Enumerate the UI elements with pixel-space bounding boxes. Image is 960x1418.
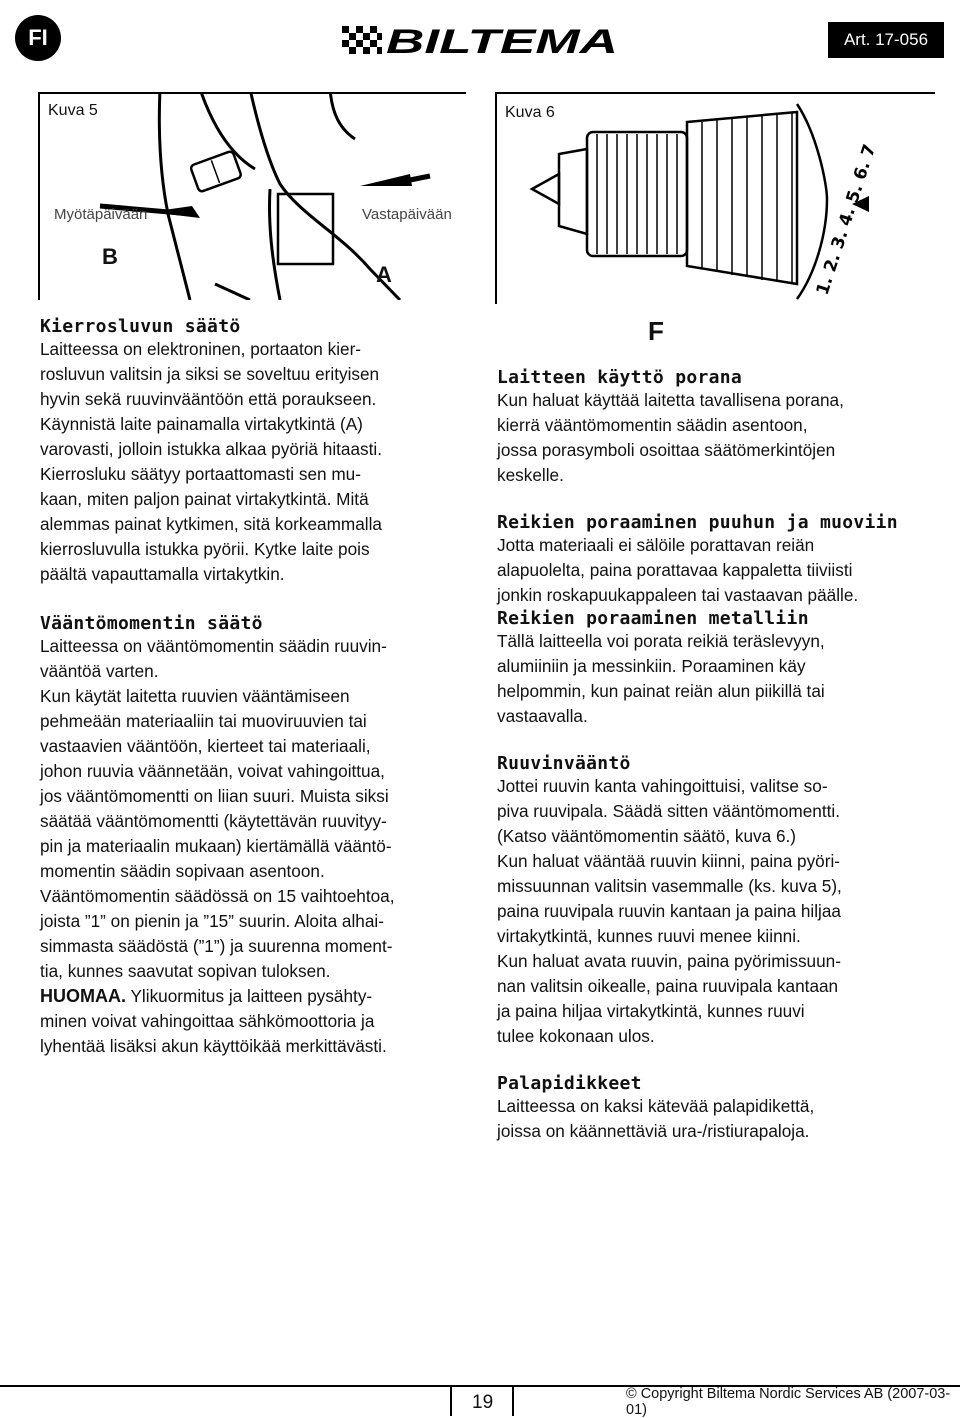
- section-speed-title: Kierrosluvun säätö: [40, 316, 241, 337]
- biltema-logo: [342, 22, 622, 56]
- left-column: [40, 316, 470, 1059]
- section-holders-title: Palapidikkeet: [497, 1073, 642, 1094]
- chuck-illustration: [497, 94, 935, 304]
- figure-5: [38, 92, 466, 300]
- section-wood-title: Reikien poraaminen puuhun ja muoviin: [497, 512, 898, 533]
- svg-text:1. 2. 3. 4. 5. 6. 7: 1. 2. 3. 4. 5. 6. 7: [812, 141, 881, 298]
- letter-a: A: [376, 262, 392, 287]
- section-wood-text: Jotta materiaali ei sälöile porattavan reiän alapuolelta, paina porattavaa kappaletta tiiviisti jonkin roskapuukappaleen tai vastaavan päälle.: [497, 535, 859, 605]
- section-drill-title: Laitteen käyttö porana: [497, 367, 743, 388]
- section-drill-text: Kun haluat käyttää laitetta tavallisena porana, kierrä vääntömomentin säädin asentoon, jossa porasymboli osoittaa säätömerkintöjen keskelle.: [497, 390, 844, 485]
- note-paragraph: [40, 984, 470, 1059]
- section-screw-title: Ruuvinvääntö: [497, 753, 631, 774]
- label-counterclockwise: Vastapäivään: [362, 206, 452, 223]
- letter-f: F: [648, 316, 664, 346]
- page-number: 19: [472, 1392, 494, 1413]
- label-clockwise: Myötäpäivään: [54, 206, 148, 223]
- copyright: © Copyright Biltema Nordic Services AB (2007-03-01): [626, 1386, 951, 1418]
- section-torque-text: Laitteessa on vääntömomentin säädin ruuvin- vääntöä varten. Kun käytät laitetta ruuvien vääntämiseen pehmeään materiaaliin tai muoviruuvien tai vastaavien vääntöön, kierteet tai materiaali, johon ruuvia väännetään, voivat vahingoittua, jos vääntömomentti on liian suuri. Muista siksi säätää vääntömomentti (käytettävän ruuvityy- pin ja materiaalin mukaan) kiertämällä vääntö- momentin säädin sopivaan asentoon. Vääntömomentin säädössä on 15 vaihtoehtoa, joista ”1” on pienin ja ”15” suurin. Aloita alhai- simmasta säädöstä (”1”) ja suurenna moment- tia, kunnes saavutat sopivan tuloksen.: [40, 636, 395, 981]
- section-metal-text: Tällä laitteella voi porata reikiä teräslevyyn, alumiiniin ja messinkiin. Poraaminen käy helpommin, kun painat reiän alun piikillä tai vastaavalla.: [497, 631, 825, 726]
- note-text: Ylikuormitus ja laitteen pysähty- minen voivat vahingoittaa sähkömoottoria ja lyhentää lisäksi akun käyttöikää merkittävästi.: [40, 986, 387, 1056]
- section-speed-text: Laitteessa on elektroninen, portaaton kier- rosluvun valitsin ja siksi se soveltuu erityisen hyvin sekä ruuvinvääntöön että poraukseen. Käynnistä laite painamalla virtakytkintä (A) varovasti, jolloin istukka alkaa pyöriä hitaasti. Kierrosluku säätyy portaattomasti sen mu- kaan, miten paljon painat virtakytkintä. Mitä alemmas painat kytkimen, sitä korkeammalla kierrosluvulla istukka pyörii. Kytke laite pois päältä vapauttamalla virtakytkin.: [40, 339, 383, 584]
- figure-5-caption: Kuva 5: [48, 102, 98, 119]
- article-number: Art. 17-056: [828, 22, 944, 58]
- section-screw-text: Jottei ruuvin kanta vahingoittuisi, valitse so- piva ruuvipala. Säädä sitten vääntömomentti. (Katso vääntömomentin säätö, kuva 6.) Kun haluat vääntää ruuvin kiinni, paina pyöri- missuunnan valitsin vasemmalle (ks. kuva 5), paina ruuvipala ruuvin kantaan ja paina hiljaa virtakytkintä, kunnes ruuvi menee kiinni. Kun haluat avata ruuvin, paina pyörimissuun- nan valitsin oikealle, paina ruuvipala kantaan ja paina hiljaa virtakytkintä, kunnes ruuvi tulee kokonaan ulos.: [497, 776, 842, 1046]
- section-holders-text: Laitteessa on kaksi kätevää palapidikettä, joissa on käännettäviä ura-/ristiurapaloja.: [497, 1096, 815, 1141]
- right-column: [497, 367, 927, 1144]
- figure-6-caption: Kuva 6: [505, 104, 555, 121]
- note-label: HUOMAA.: [40, 986, 126, 1006]
- letter-b: B: [102, 244, 118, 269]
- language-badge: FI: [15, 15, 61, 61]
- figure-6: [495, 92, 935, 304]
- section-metal-title: Reikien poraaminen metalliin: [497, 608, 809, 629]
- svg-text:BILTEMA: BILTEMA: [386, 23, 618, 56]
- section-torque-title: Vääntömomentin säätö: [40, 613, 263, 634]
